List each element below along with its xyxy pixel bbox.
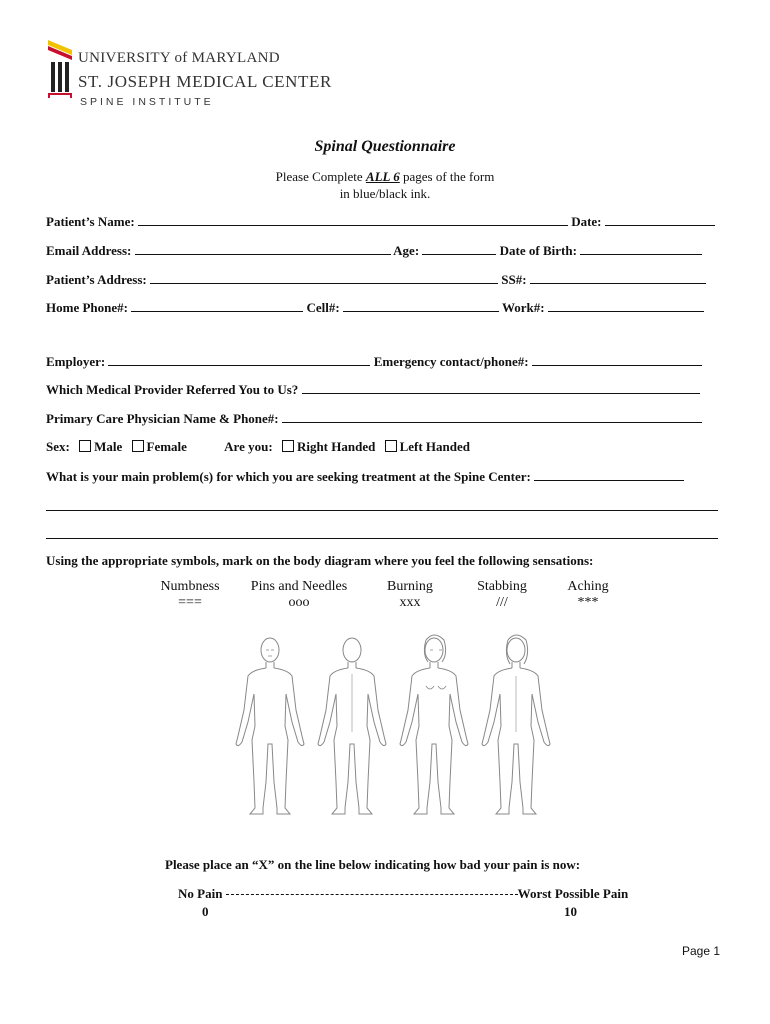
left-handed-label: Left Handed bbox=[399, 439, 470, 454]
address-input[interactable] bbox=[150, 271, 498, 284]
cell-input[interactable] bbox=[343, 299, 499, 312]
figure-male-back[interactable] bbox=[318, 638, 386, 814]
dob-label: Date of Birth: bbox=[499, 243, 577, 258]
legend-label: Burning bbox=[387, 579, 433, 594]
instructions-line2: in blue/black ink. bbox=[339, 186, 431, 201]
emergency-label: Emergency contact/phone#: bbox=[373, 354, 529, 369]
pcp-label: Primary Care Physician Name & Phone#: bbox=[46, 411, 279, 426]
instructions-suffix: pages of the form bbox=[399, 169, 495, 184]
pain-left-label: No Pain bbox=[178, 886, 223, 901]
female-label: Female bbox=[146, 439, 187, 454]
legend-pins-needles bbox=[240, 579, 358, 611]
page-number: Page 1 bbox=[682, 944, 721, 958]
male-label: Male bbox=[94, 439, 123, 454]
female-checkbox[interactable] bbox=[132, 440, 144, 452]
diagram-instruction: Using the appropriate symbols, mark on the body diagram where you feel the following sensations: bbox=[46, 553, 594, 568]
are-you-label: Are you: bbox=[224, 439, 273, 454]
logo-mark-icon bbox=[46, 36, 74, 102]
body-diagram[interactable] bbox=[230, 632, 560, 818]
work-label: Work#: bbox=[501, 300, 545, 315]
ssn-label: SS#: bbox=[501, 272, 527, 287]
field-referred bbox=[46, 381, 700, 398]
legend-stabbing bbox=[462, 579, 542, 611]
logo-line-university: UNIVERSITY of MARYLAND bbox=[78, 50, 280, 66]
field-phones bbox=[46, 299, 704, 316]
right-handed-label: Right Handed bbox=[296, 439, 376, 454]
logo-line-institute: SPINE INSTITUTE bbox=[80, 96, 214, 108]
referred-label: Which Medical Provider Referred You to Us? bbox=[46, 382, 299, 397]
date-input[interactable] bbox=[605, 213, 715, 226]
main-problem-line-2[interactable] bbox=[46, 510, 718, 511]
instructions-emphasis: ALL 6 bbox=[365, 169, 400, 184]
pain-right-label: Worst Possible Pain bbox=[517, 886, 629, 901]
legend-symbol: *** bbox=[577, 595, 599, 610]
logo-line-hospital: ST. JOSEPH MEDICAL CENTER bbox=[78, 72, 332, 91]
legend-label: Stabbing bbox=[477, 579, 527, 594]
patient-name-label: Patient’s Name: bbox=[46, 214, 135, 229]
email-input[interactable] bbox=[135, 242, 391, 255]
page-title: Spinal Questionnaire bbox=[314, 138, 456, 155]
right-handed-checkbox[interactable] bbox=[282, 440, 294, 452]
field-employer bbox=[46, 353, 702, 370]
legend-symbol: /// bbox=[496, 595, 508, 610]
left-handed-checkbox[interactable] bbox=[385, 440, 397, 452]
figure-male-front[interactable] bbox=[236, 638, 304, 814]
legend-symbol: xxx bbox=[399, 595, 421, 610]
ssn-input[interactable] bbox=[530, 271, 706, 284]
email-label: Email Address: bbox=[46, 243, 132, 258]
age-label: Age: bbox=[393, 243, 420, 258]
pcp-input[interactable] bbox=[282, 410, 702, 423]
home-phone-label: Home Phone#: bbox=[46, 300, 128, 315]
work-input[interactable] bbox=[548, 299, 704, 312]
legend-symbol: ooo bbox=[288, 595, 310, 610]
main-problem-input[interactable] bbox=[534, 468, 684, 481]
legend-label: Pins and Needles bbox=[250, 579, 348, 594]
main-problem-line-3[interactable] bbox=[46, 538, 718, 539]
pain-max: 10 bbox=[564, 904, 577, 919]
field-email bbox=[46, 242, 702, 259]
pain-line[interactable] bbox=[226, 894, 518, 895]
employer-input[interactable] bbox=[108, 353, 370, 366]
pain-instruction: Please place an “X” on the line below indicating how bad your pain is now: bbox=[165, 857, 581, 872]
cell-label: Cell#: bbox=[306, 300, 340, 315]
male-checkbox[interactable] bbox=[79, 440, 91, 452]
main-problem-label: What is your main problem(s) for which you are seeking treatment at the Spine Center: bbox=[46, 469, 531, 484]
pain-min: 0 bbox=[202, 904, 209, 919]
age-input[interactable] bbox=[422, 242, 496, 255]
figure-female-front[interactable] bbox=[400, 635, 468, 814]
field-main-problem bbox=[46, 468, 684, 485]
legend-symbol: === bbox=[178, 595, 202, 610]
figure-female-back[interactable] bbox=[482, 635, 550, 814]
date-label: Date: bbox=[571, 214, 602, 229]
home-phone-input[interactable] bbox=[131, 299, 303, 312]
legend-burning bbox=[370, 579, 450, 611]
instructions-prefix: Please Complete bbox=[275, 169, 366, 184]
field-address bbox=[46, 271, 706, 288]
referred-input[interactable] bbox=[302, 381, 700, 394]
legend-label: Aching bbox=[567, 579, 609, 594]
legend-label: Numbness bbox=[160, 579, 220, 594]
employer-label: Employer: bbox=[46, 354, 106, 369]
field-sex-hand bbox=[46, 439, 470, 455]
field-patient-name bbox=[46, 213, 715, 230]
field-pcp bbox=[46, 410, 702, 427]
patient-name-input[interactable] bbox=[138, 213, 568, 226]
address-label: Patient’s Address: bbox=[46, 272, 147, 287]
legend-numbness bbox=[140, 579, 240, 611]
legend-aching bbox=[548, 579, 628, 611]
emergency-input[interactable] bbox=[532, 353, 702, 366]
instructions-line1 bbox=[0, 169, 770, 185]
dob-input[interactable] bbox=[580, 242, 702, 255]
sex-label: Sex: bbox=[46, 439, 70, 454]
pain-scale-line[interactable] bbox=[178, 886, 628, 902]
